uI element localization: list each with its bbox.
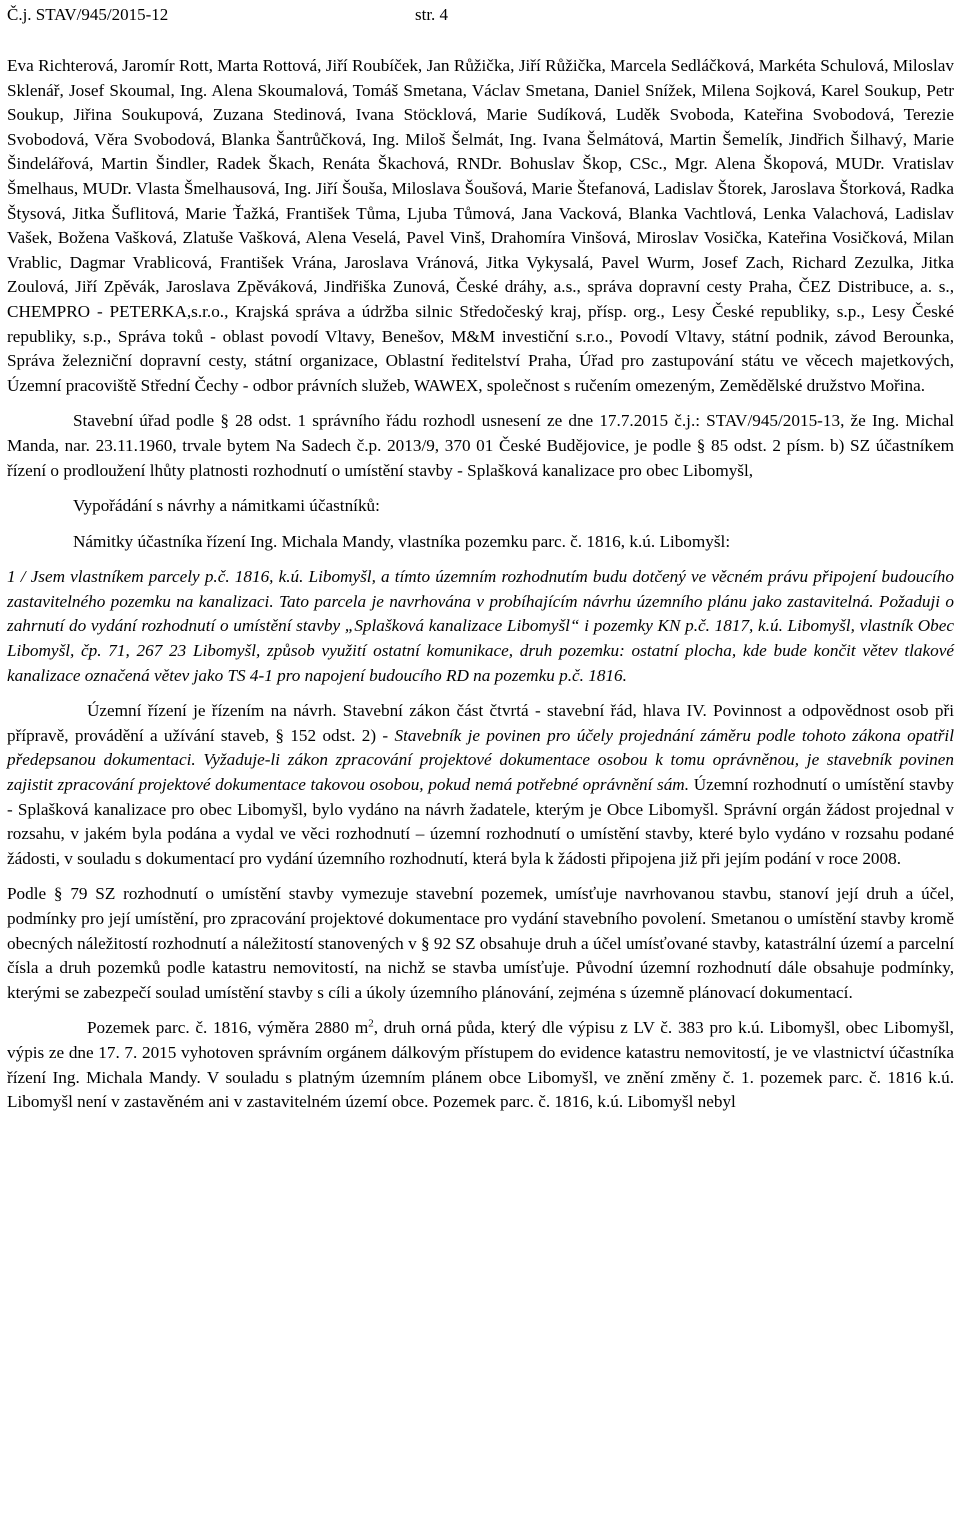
zoning-text-c: Územní rozhodnutí o umístění stavby - Splašková kanalizace pro obec Libomyšl, bylo vydáno na návrh žadatele, kterým je Obce Libomyšl. Správní orgán žádost projednal v rozsahu, v jakém byla podána a vydal ve věci rozhodnutí – územní rozhodnutí o umístění stavby, které bylo vydáno v rozsahu podané žádosti, v souladu s dokumentací pro vydání územního rozhodnutí, která byla k žádosti připojena již při jejím podání v roce 2008. [7,775,954,868]
objection-1: 1 / Jsem vlastníkem parcely p.č. 1816, k.ú. Libomyšl, a tímto územním rozhodnutím budu dotčený ve věcném právu připojení budoucího zastavitelného pozemku na kanalizaci. Tato parcela je navrhována v probíhajícím návrhu územního plánu jako zastavitelná. Požaduji o zahrnutí do vydání rozhodnutí o umístění stavby „Splašková kanalizace Libomyšl“ i pozemky KN p.č. 1817, k.ú. Libomyšl, vlastník Obec Libomyšl, čp. 71, 267 23 Libomyšl, způsob využití ostatní komunikace, druh pozemku: ostatní plocha, kde bude končit větev tlakové kanalizace označená větev jako TS 4-1 pro napojení budoucího RD na pozemku p.č. 1816. [7,567,954,685]
participant-objections-heading: Námitky účastníka řízení Ing. Michala Mandy, vlastníka pozemku parc. č. 1816, k.ú. Libomyšl: [73,531,731,551]
objections-heading: Vypořádání s návrhy a námitkami účastníků: [73,496,380,516]
parcel-text-a: Pozemek parc. č. 1816, výměra 2880 m [87,1018,369,1038]
document-body [7,54,954,1115]
section-79-paragraph: Podle § 79 SZ rozhodnutí o umístění stavby vymezuje stavební pozemek, umísťuje navrhovanou stavbu, stanoví její druh a účel, podmínky pro její umístění, pro zpracování projektové dokumentace pro vydání stavebního povolení. Smetanou o umístění stavby kromě obecných náležitostí rozhodnutí a náležitostí stanovených v § 92 SZ obsahuje druh a účel umísťované stavby, katastrální území a parcelní čísla a druh pozemků podle katastru nemovitostí, na nichž se stavba umísťuje. Původní územní rozhodnutí dále obsahuje podmínky, kterými se zabezpečí soulad umístění stavby s cíli a úkoly územního plánování, zejména s územně plánovací dokumentací. [7,884,954,1002]
page-header [7,4,449,26]
parcel-paragraph [7,1016,954,1114]
resolution-paragraph: Stavební úřad podle § 28 odst. 1 správního řádu rozhodl usnesení ze dne 17.7.2015 č.j.: STAV/945/2015-13, že Ing. Michal Manda, nar. 23.11.1960, trvale bytem Na Sadech č.p. 2013/9, 370 01 České Budějovice, je podle § 85 odst. 2 písm. b) SZ účastníkem řízení o prodloužení lhůty platnosti rozhodnutí o umístění stavby - Splašková kanalizace pro obec Libomyšl, [7,411,954,480]
zoning-text-a: Územní řízení je řízením na návrh. Stavební zákon část čtvrtá - stavební řád, hlava IV. Povinnost a odpovědnost osob při přípravě, provádění a užívání staveb, § 152 odst. 2) - [7,701,954,745]
reference-number: Č.j. STAV/945/2015-12 [7,5,169,24]
zoning-procedure-paragraph [7,699,954,871]
parcel-text-b: , druh orná půda, který dle výpisu z LV č. 383 pro k.ú. Libomyšl, obec Libomyšl, výpis ze dne 17. 7. 2015 vyhotoven správním orgánem dálkovým přístupem do evidence katastru nemovitostí, je ve vlastnictví účastníka řízení Ing. Michala Mandy. V souladu s platným územním plánem obce Libomyšl, ve znění změny č. 1. pozemek parc. č. 1816 k.ú. Libomyšl není v zastavěném ani v zastavitelném území obce. Pozemek parc. č. 1816, k.ú. Libomyšl nebyl [7,1018,954,1112]
page-number: str. 4 [415,5,449,24]
zoning-text-quote: Stavebník je povinen pro účely projednání záměru podle tohoto zákona opatřil předepsanou dokumentaci. Vyžaduje-li zákon zpracování projektové dokumentace osobou k tomu oprávněnou, je stavebník povinen zajistit zpracování projektové dokumentace takovou osobou, pokud nemá potřebné oprávnění sám. [7,725,954,795]
area-unit-superscript: 2 [368,1017,374,1030]
participants-list: Eva Richterová, Jaromír Rott, Marta Rottová, Jiří Roubíček, Jan Růžička, Jiří Růžička, Marcela Sedláčková, Markéta Schulová, Miloslav Sklenář, Josef Skoumal, Ing. Alena Skoumalová, Tomáš Smetana, Václav Smetana, Daniel Snížek, Milena Sojková, Karel Soukup, Petr Soukup, Jiřina Soukupová, Zuzana Stedinová, Ivana Stöcklová, Marie Sudíková, Luděk Svoboda, Kateřina Svobodová, Terezie Svobodová, Věra Svobodová, Blanka Šantrůčková, Ing. Miloš Šelmát, Ing. Ivana Šelmátová, Martin Šemelík, Jindřich Šilhavý, Marie Šindelářová, Martin Šindler, Radek Škach, Renáta Škachová, RNDr. Bohuslav Škop, CSc., Mgr. Alena Škopová, MUDr. Vratislav Šmelhaus, MUDr. Vlasta Šmelhausová, Ing. Jiří Šouša, Miloslava Šoušová, Marie Štefanová, Ladislav Štorek, Jaroslava Štorková, Radka Štysová, Jitka Šuflitová, Marie Ťažká, František Tůma, Ljuba Tůmová, Jana Vacková, Blanka Vachtlová, Lenka Valachová, Ladislav Vašek, Božena Vašková, Zlatuše Vašková, Alena Veselá, Pavel Vinš, Drahomíra Vinšová, Miroslav Vosička, Kateřina Vosičková, Milan Vrablic, Dagmar Vrablicová, František Vrána, Jaroslava Vránová, Jitka Vykysalá, Pavel Wurm, Josef Zach, Richard Zezulka, Jitka Zoulová, Jiří Zpěvák, Jaroslava Zpěváková, Jindřiška Zunová, České dráhy, a.s., správa dopravní cesty Praha, ČEZ Distribuce, a. s., CHEMPRO - PETERKA,s.r.o., Krajská správa a údržba silnic Středočeský kraj, přísp. org., Lesy České republiky, s.p., Lesy České republiky, s.p., Správa toků - oblast povodí Vltavy, Benešov, M&M investiční s.r.o., Povodí Vltavy, státní podnik, závod Berounka, Správa železniční dopravní cesty, státní organizace, Oblastní ředitelství Praha, Úřad pro zastupování státu ve věcech majetkových, Územní pracoviště Střední Čechy - odbor právních služeb, WAWEX, společnost s ručením omezeným, Zemědělské družstvo Mořina. [7,56,954,395]
